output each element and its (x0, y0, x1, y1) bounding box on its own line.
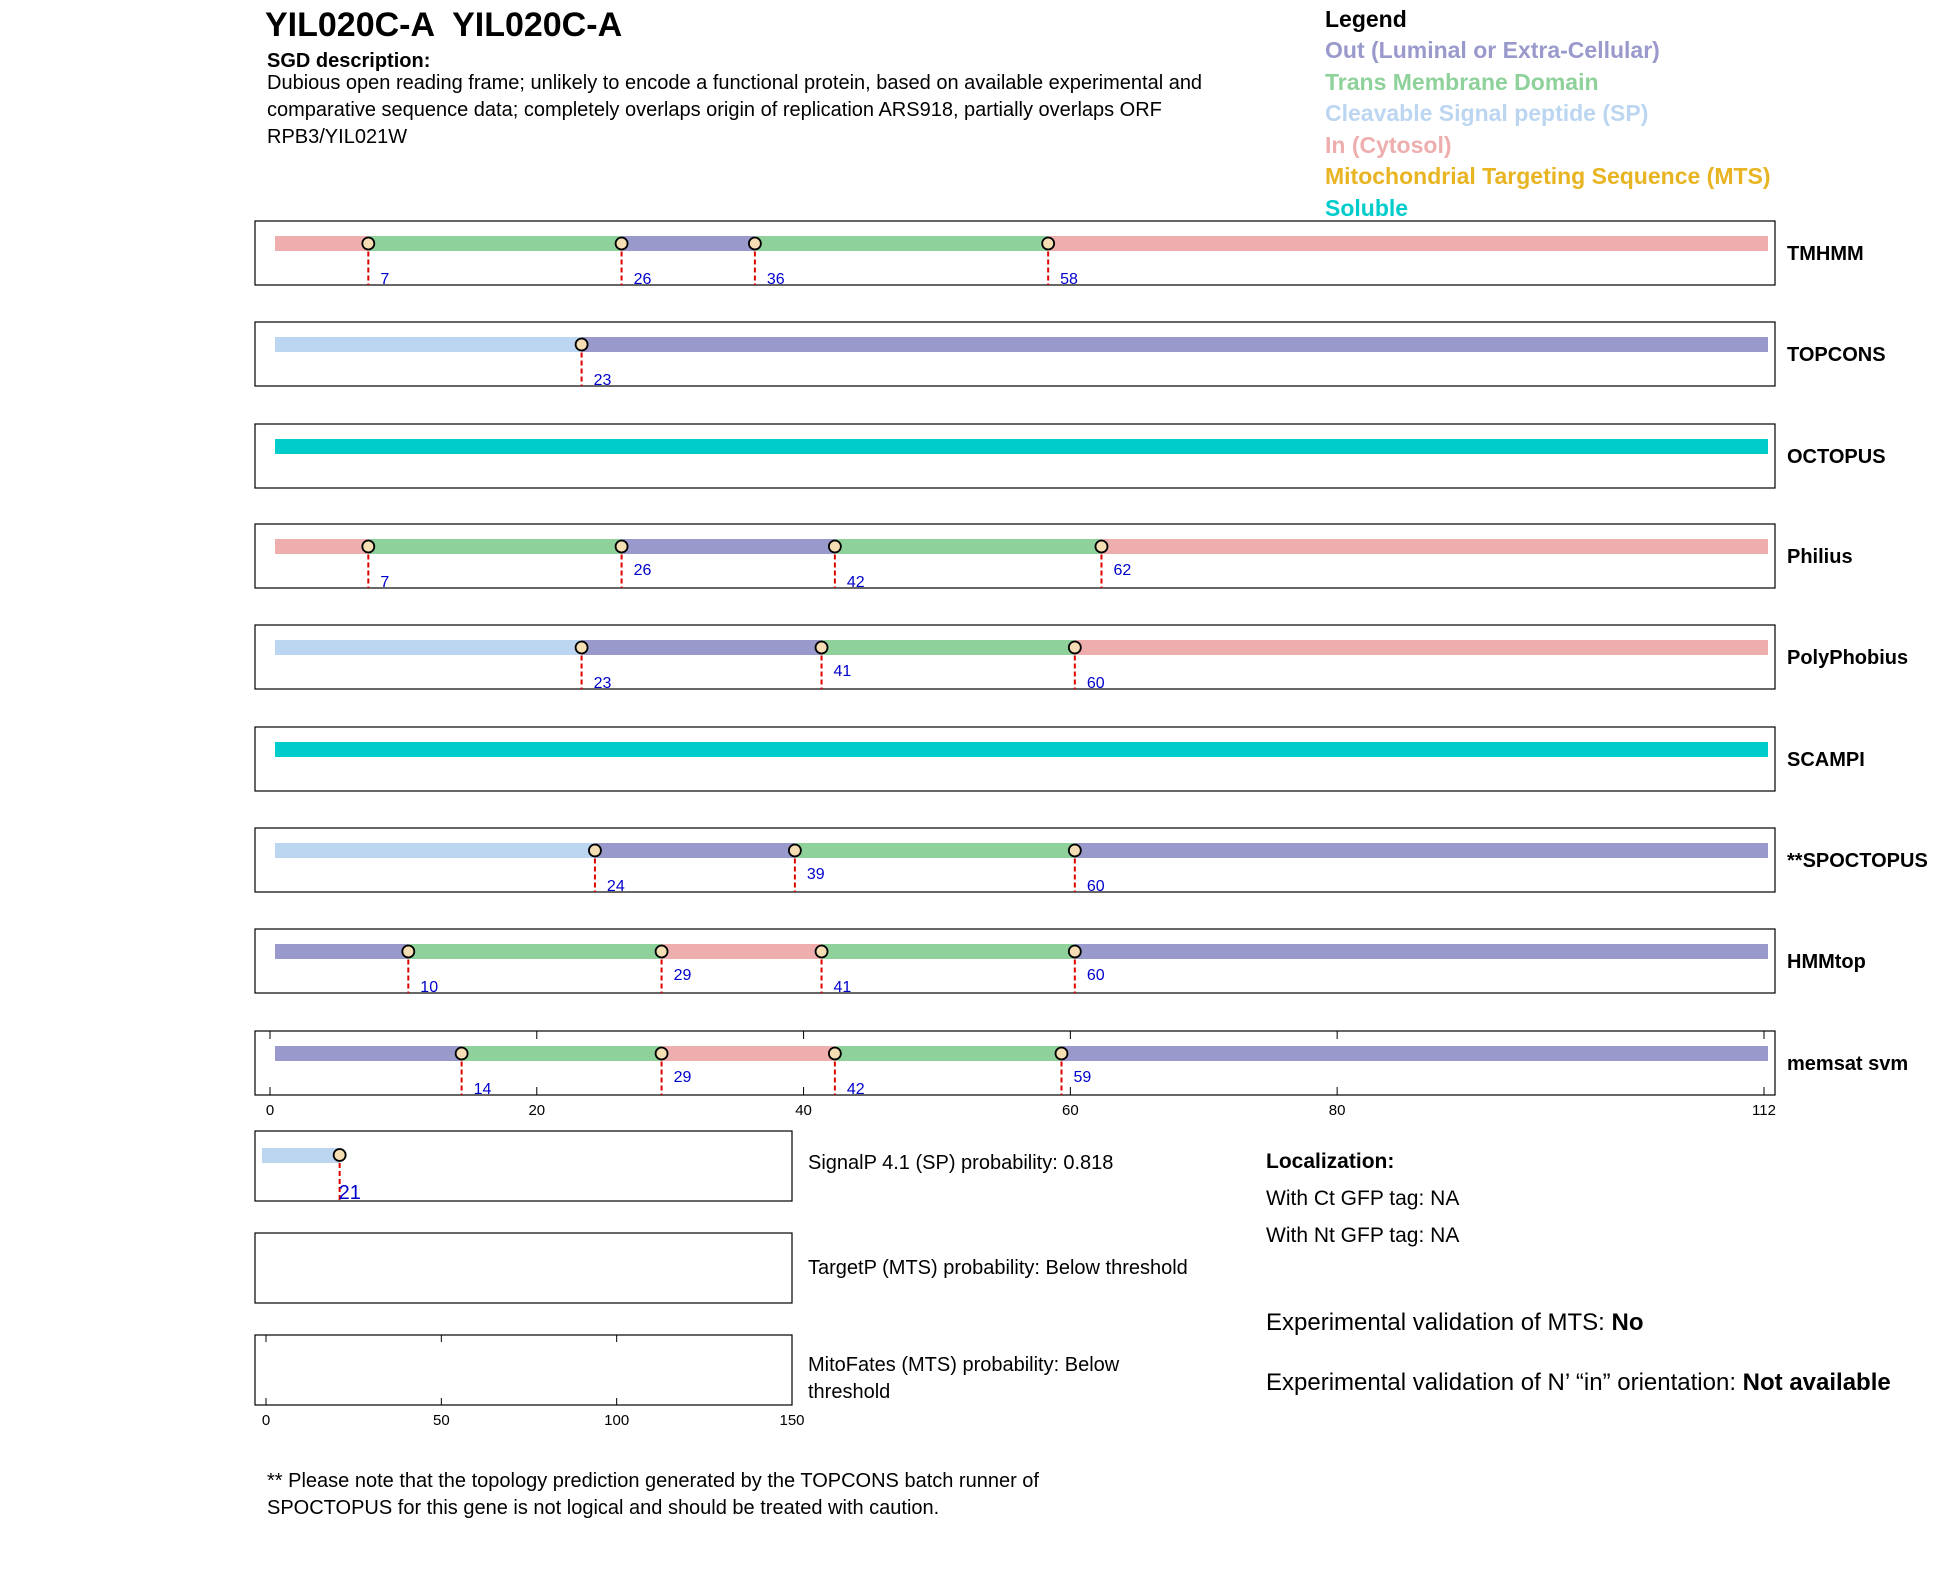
track-name: PolyPhobius (1787, 647, 1909, 669)
localization-nt-gfp: With Nt GFP tag: NA (1266, 1224, 1460, 1247)
boundary-label: 62 (1113, 562, 1132, 579)
mitofates-probability: MitoFates (MTS) probability: Below threshold (808, 1354, 1120, 1403)
segment-tm (368, 539, 621, 554)
localization-heading: Localization: (1266, 1150, 1395, 1173)
boundary-label: 23 (593, 675, 612, 692)
segment-out (275, 1046, 462, 1061)
boundary-marker (402, 946, 414, 958)
track-polyphobius (255, 625, 1908, 692)
segment-tm (368, 236, 621, 251)
x-tick-label: 100 (604, 1412, 630, 1429)
legend-item-tm: Trans Membrane Domain (1325, 68, 1599, 95)
x-tick-label: 0 (261, 1412, 271, 1429)
track-frame (255, 322, 1775, 386)
boundary-marker (789, 845, 801, 857)
track-name: OCTOPUS (1787, 446, 1886, 468)
segment-tm (835, 1046, 1062, 1061)
track-name: HMMtop (1787, 951, 1866, 973)
boundary-label: 7 (380, 271, 390, 288)
segment-tm (462, 1046, 662, 1061)
segment-tm (408, 944, 661, 959)
boundary-marker (616, 541, 628, 553)
segment-in (662, 944, 822, 959)
boundary-label: 36 (766, 271, 785, 288)
track-frame (255, 625, 1775, 689)
boundary-marker (1095, 541, 1107, 553)
track-topcons (255, 322, 1886, 389)
track-frame (255, 727, 1775, 791)
x-tick-label: 60 (1062, 1102, 1079, 1119)
segment-out (1075, 944, 1768, 959)
boundary-label: 39 (806, 866, 825, 883)
segment-sp (275, 337, 582, 352)
boundary-label: 21 (338, 1182, 361, 1204)
legend-item-soluble: Soluble (1325, 194, 1409, 221)
track-name: memsat svm (1787, 1053, 1909, 1075)
boundary-marker (1069, 642, 1081, 654)
boundary-label: 10 (420, 979, 439, 996)
boundary-label: 29 (673, 967, 692, 984)
track-frame (255, 524, 1775, 588)
segment-tm (795, 843, 1075, 858)
segment-tm (755, 236, 1048, 251)
sgd-description-heading: SGD description: (267, 50, 431, 72)
sgd-description-text: Dubious open reading frame; unlikely to encode a functional protein, based on available experimental and comparative sequence data; completely overlaps origin of replication ARS918, partially overlaps ORF RPB3/YIL021W (267, 72, 1203, 148)
track-name: Philius (1787, 546, 1853, 568)
experimental-mts-value: No (1611, 1309, 1644, 1336)
track-memsat-svm (255, 1031, 1908, 1098)
legend-title: Legend (1325, 6, 1407, 32)
track-frame (255, 424, 1775, 488)
segment-sol (275, 439, 1768, 454)
boundary-label: 26 (633, 562, 652, 579)
signalp-probability: SignalP 4.1 (SP) probability: 0.818 (808, 1152, 1114, 1174)
boundary-label: 60 (1086, 878, 1105, 895)
boundary-marker (334, 1149, 346, 1161)
boundary-label: 7 (380, 574, 390, 591)
track-name: TMHMM (1787, 243, 1864, 265)
track-tmhmm (255, 221, 1864, 288)
segment-in (275, 236, 368, 251)
panel-signalp (255, 1131, 792, 1204)
boundary-marker (749, 238, 761, 250)
boundary-marker (816, 642, 828, 654)
segment-out (1061, 1046, 1768, 1061)
segment-out (1075, 843, 1768, 858)
boundary-label: 24 (606, 878, 625, 895)
segment-in (275, 539, 368, 554)
boundary-label: 14 (473, 1081, 492, 1098)
boundary-marker (456, 1048, 468, 1060)
boundary-marker (656, 946, 668, 958)
boundary-label: 41 (833, 979, 852, 996)
segment-tm (835, 539, 1102, 554)
x-tick-label: 150 (779, 1412, 805, 1429)
segment-tm (822, 944, 1075, 959)
experimental-nin-label: Experimental validation of N’ “in” orientation: (1266, 1369, 1743, 1396)
boundary-marker (1042, 238, 1054, 250)
targetp-probability: TargetP (MTS) probability: Below threshold (808, 1257, 1188, 1279)
track-name: **SPOCTOPUS (1787, 850, 1928, 872)
boundary-label: 59 (1073, 1069, 1092, 1086)
track-spoctopus (255, 828, 1928, 895)
boundary-marker (362, 541, 374, 553)
track-frame (255, 221, 1775, 285)
track-philius (255, 524, 1853, 591)
gene-title: YIL020C-A YIL020C-A (265, 6, 623, 44)
boundary-label: 60 (1086, 967, 1105, 984)
boundary-label: 23 (593, 372, 612, 389)
experimental-mts-label: Experimental validation of MTS: (1266, 1309, 1612, 1336)
panel-frame (255, 1233, 792, 1303)
boundary-marker (816, 946, 828, 958)
boundary-marker (829, 1048, 841, 1060)
x-tick-label: 40 (795, 1102, 812, 1119)
panel-targetp (255, 1233, 792, 1303)
track-name: TOPCONS (1787, 344, 1886, 366)
boundary-label: 42 (846, 574, 865, 591)
experimental-validation-mts (1266, 1309, 1643, 1337)
boundary-marker (1055, 1048, 1067, 1060)
track-frame (255, 929, 1775, 993)
segment-out (275, 944, 408, 959)
boundary-label: 29 (673, 1069, 692, 1086)
boundary-label: 42 (846, 1081, 865, 1098)
track-octopus (255, 424, 1886, 488)
x-tick-label: 0 (265, 1102, 275, 1119)
experimental-nin-value: Not available (1742, 1369, 1891, 1396)
segment-in (662, 1046, 835, 1061)
boundary-label: 60 (1086, 675, 1105, 692)
segment-out (595, 843, 795, 858)
segment-sp (262, 1148, 340, 1163)
track-hmmtop (255, 929, 1866, 996)
segment-sol (275, 742, 1768, 757)
boundary-marker (589, 845, 601, 857)
legend-item-in: In (Cytosol) (1325, 131, 1452, 158)
track-frame (255, 828, 1775, 892)
panel-mitofates (255, 1335, 792, 1405)
track-name: SCAMPI (1787, 749, 1865, 771)
boundary-marker (616, 238, 628, 250)
boundary-label: 26 (633, 271, 652, 288)
panel-frame (255, 1131, 792, 1201)
x-tick-label: 80 (1328, 1102, 1346, 1119)
panel-frame (255, 1335, 792, 1405)
boundary-marker (829, 541, 841, 553)
boundary-marker (576, 642, 588, 654)
segment-in (1048, 236, 1768, 251)
segment-in (1101, 539, 1768, 554)
segment-out (622, 236, 755, 251)
segment-sp (275, 640, 582, 655)
track-scampi (255, 727, 1865, 791)
legend-item-out: Out (Luminal or Extra-Cellular) (1325, 37, 1660, 63)
boundary-marker (1069, 946, 1081, 958)
boundary-marker (362, 238, 374, 250)
x-tick-label: 112 (1752, 1102, 1776, 1119)
segment-in (1075, 640, 1768, 655)
boundary-label: 58 (1060, 271, 1078, 288)
legend-item-sp: Cleavable Signal peptide (SP) (1325, 100, 1649, 127)
boundary-label: 41 (833, 663, 852, 680)
segment-sp (275, 843, 595, 858)
localization-ct-gfp: With Ct GFP tag: NA (1266, 1187, 1460, 1210)
legend-item-mts: Mitochondrial Targeting Sequence (MTS) (1325, 163, 1771, 190)
footnote: ** Please note that the topology prediction generated by the TOPCONS batch runner of SPOCTOPUS for this gene is not logical and should be treated with caution. (267, 1470, 1039, 1519)
segment-tm (822, 640, 1075, 655)
boundary-marker (1069, 845, 1081, 857)
x-tick-label: 50 (432, 1412, 450, 1429)
x-tick-label: 20 (528, 1102, 546, 1119)
segment-out (582, 337, 1768, 352)
boundary-marker (576, 339, 588, 351)
experimental-validation-n-in (1266, 1367, 1906, 1399)
segment-out (582, 640, 822, 655)
boundary-marker (656, 1048, 668, 1060)
segment-out (622, 539, 835, 554)
